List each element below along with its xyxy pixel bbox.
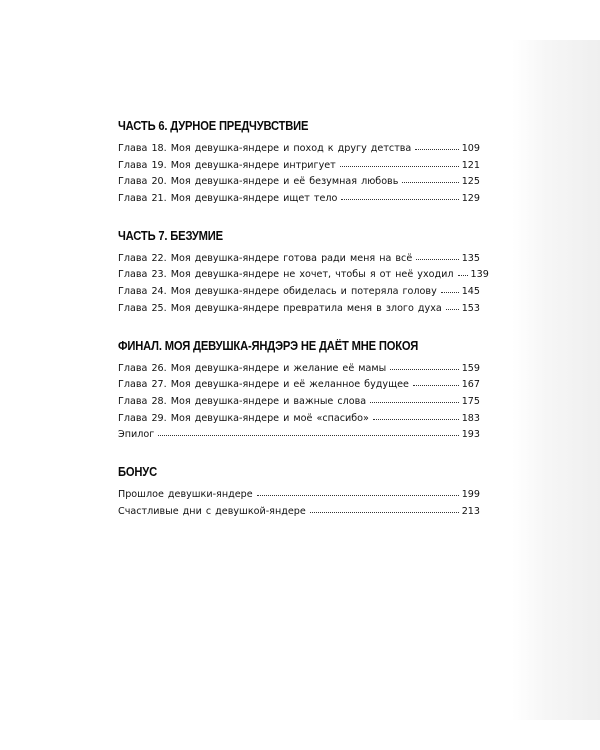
toc-entry[interactable] xyxy=(118,301,480,318)
toc-entry[interactable] xyxy=(118,284,480,301)
page-number: 125 xyxy=(461,176,480,188)
entry-title: Глава 28. Моя девушка-яндере и важные слова xyxy=(118,395,367,407)
toc-section-part-7 xyxy=(118,227,489,318)
dot-leader xyxy=(402,182,458,183)
toc-section-bonus xyxy=(118,464,480,520)
section-heading: ЧАСТЬ 6. ДУРНОЕ ПРЕДЧУВСТВИЕ xyxy=(118,118,309,133)
entry-title: Глава 27. Моя девушка-яндере и её желанное будущее xyxy=(118,379,409,391)
entry-title: Глава 22. Моя девушка-яндере готова ради меня на всё xyxy=(118,252,413,264)
page-number: 129 xyxy=(461,193,480,205)
entry-title: Глава 19. Моя девушка-яндере интригует xyxy=(118,159,336,171)
entry-title: Счастливые дни с девушкой-яндере xyxy=(118,505,306,517)
dot-leader xyxy=(415,149,458,150)
toc-section-part-6 xyxy=(118,118,480,208)
page-number: 145 xyxy=(461,286,480,298)
entry-title: Глава 21. Моя девушка-яндере ищет тело xyxy=(118,193,338,205)
entry-title: Глава 24. Моя девушка-яндере обиделась и потеряла голову xyxy=(118,286,437,298)
dot-leader xyxy=(370,402,458,403)
entry-title: Глава 29. Моя девушка-яндере и моё «спасибо» xyxy=(118,412,369,424)
page-number: 193 xyxy=(461,429,480,441)
entry-title: Глава 26. Моя девушка-яндере и желание её мамы xyxy=(118,362,387,374)
page-number: 175 xyxy=(461,395,480,407)
dot-leader xyxy=(341,199,458,200)
dot-leader xyxy=(158,435,458,436)
dot-leader xyxy=(373,419,459,420)
toc-entry[interactable] xyxy=(118,141,480,158)
dot-leader xyxy=(416,259,458,260)
toc-entry[interactable] xyxy=(118,191,480,208)
page-number: 135 xyxy=(461,252,480,264)
toc-entry[interactable] xyxy=(118,411,480,428)
dot-leader xyxy=(441,292,459,293)
toc-entry[interactable] xyxy=(118,504,480,521)
dot-leader xyxy=(458,275,468,276)
page-number: 183 xyxy=(461,412,480,424)
toc-section-finale xyxy=(118,338,480,444)
section-heading: БОНУС xyxy=(118,463,157,479)
page-edge-shadow xyxy=(512,40,600,720)
toc-entry[interactable] xyxy=(118,251,480,268)
page-number: 199 xyxy=(461,488,480,500)
entry-title: Глава 25. Моя девушка-яндере превратила меня в злого духа xyxy=(118,302,442,314)
page-number: 213 xyxy=(461,505,480,517)
page-number: 109 xyxy=(461,143,480,154)
entry-title: Глава 23. Моя девушка-яндере не хочет, чтобы я от неё уходил xyxy=(118,269,454,281)
section-heading: ФИНАЛ. МОЯ ДЕВУШКА-ЯНДЭРЭ НЕ ДАЁТ МНЕ ПОКОЯ xyxy=(118,337,419,353)
page-number: 167 xyxy=(461,379,480,391)
page-number: 139 xyxy=(470,269,489,281)
toc-entry[interactable] xyxy=(118,394,480,411)
dot-leader xyxy=(340,166,459,167)
dot-leader xyxy=(390,369,458,370)
entry-title: Глава 20. Моя девушка-яндере и её безумная любовь xyxy=(118,176,399,188)
page-number: 153 xyxy=(461,302,480,314)
section-heading: ЧАСТЬ 7. БЕЗУМИЕ xyxy=(118,227,223,243)
toc-entry[interactable] xyxy=(118,174,480,191)
dot-leader xyxy=(310,512,459,513)
dot-leader xyxy=(413,385,459,386)
entry-title: Эпилог xyxy=(118,429,155,441)
dot-leader xyxy=(257,495,459,496)
toc-entry[interactable] xyxy=(118,267,489,284)
toc-entry[interactable] xyxy=(118,427,480,444)
entry-title: Прошлое девушки-яндере xyxy=(118,488,253,500)
toc-entry[interactable] xyxy=(118,487,480,504)
table-of-contents xyxy=(118,118,489,540)
toc-entry[interactable] xyxy=(118,158,480,175)
dot-leader xyxy=(446,309,459,310)
toc-entry[interactable] xyxy=(118,377,480,394)
page-number: 159 xyxy=(461,362,480,374)
page-number: 121 xyxy=(461,159,480,171)
toc-entry[interactable] xyxy=(118,361,480,378)
entry-title: Глава 18. Моя девушка-яндере и поход к другу детства xyxy=(118,143,412,154)
